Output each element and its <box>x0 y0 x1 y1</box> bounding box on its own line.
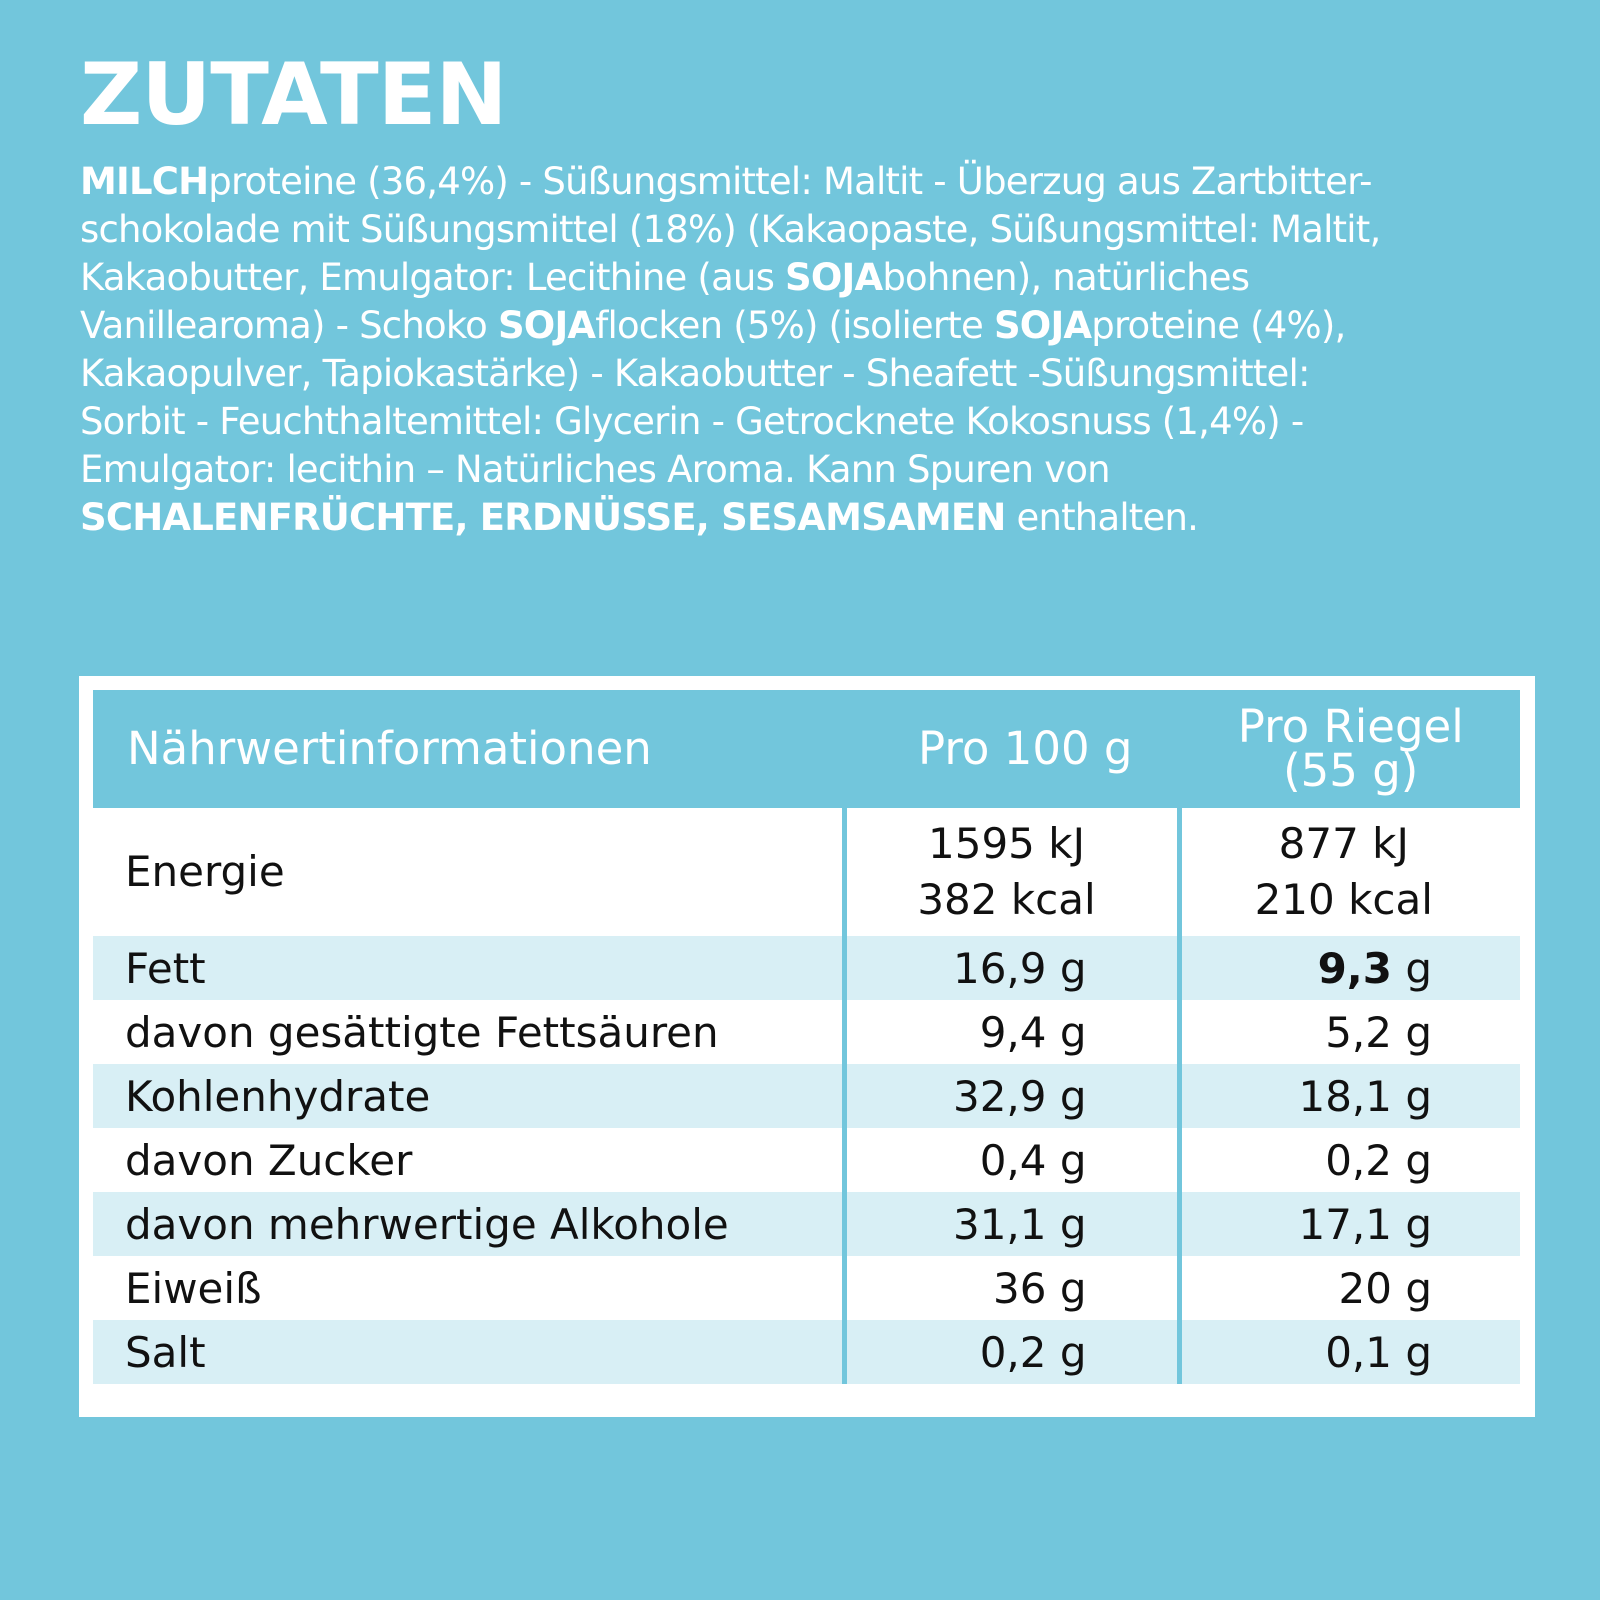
ingredients-segment: Kakaopulver, Tapiokastärke) - Kakaobutter - Sheafett -Süßungsmittel: <box>80 352 1310 395</box>
value-per-bar <box>1179 808 1520 936</box>
value-per-bar: 5,2 g <box>1179 1000 1520 1064</box>
nutrition-row-eiweiss <box>93 1256 1520 1320</box>
ingredients-segment: Vanillearoma) - Schoko <box>80 304 498 347</box>
value-per-bar: 18,1 g <box>1179 1064 1520 1128</box>
ingredients-segment: Emulgator: lecithin – Natürliches Aroma. Kann Spuren von <box>80 448 1110 491</box>
nutrient-label: davon mehrwertige Alkohole <box>93 1192 844 1256</box>
ingredients-segment: bohnen), natürliches <box>882 256 1250 299</box>
value-per-100g <box>844 808 1179 936</box>
nutrition-row-energie <box>93 808 1520 936</box>
ingredients-line <box>80 302 1540 350</box>
ingredients-segment: Sorbit - Feuchthaltemittel: Glycerin - Getrocknete Kokosnuss (1,4%) - <box>80 400 1304 443</box>
nutrient-label: Salt <box>93 1320 844 1384</box>
ingredients-segment: proteine (36,4%) - Süßungsmittel: Maltit - Überzug aus Zartbitter- <box>208 160 1372 203</box>
value-per-bar: 0,2 g <box>1179 1128 1520 1192</box>
nutrition-header-row <box>93 690 1520 808</box>
header-nutrition-info: Nährwertinformationen <box>93 690 844 808</box>
value-per-bar: 0,1 g <box>1179 1320 1520 1384</box>
nutrient-label: davon Zucker <box>125 1135 413 1185</box>
header-per-bar <box>1179 690 1520 808</box>
value-per-100g: 31,1 g <box>844 1192 1179 1256</box>
ingredients-segment: Kakaobutter, Emulgator: Lecithine (aus <box>80 256 786 299</box>
value-per-bar <box>1179 936 1520 1000</box>
energy-kcal: 382 kcal <box>917 875 1096 924</box>
value-per-100g: 0,2 g <box>844 1320 1179 1384</box>
value-per-bar: 20 g <box>1179 1256 1520 1320</box>
ingredients-line <box>80 446 1540 494</box>
allergen-highlight: SCHALENFRÜCHTE, ERDNÜSSE, SESAMSAMEN <box>80 496 1006 539</box>
value-per-100g: 16,9 g <box>844 936 1179 1000</box>
nutrient-label: davon gesättigte Fettsäuren <box>125 1007 719 1057</box>
allergen-highlight: SOJA <box>497 304 596 347</box>
value-unit: g <box>1391 943 1432 993</box>
nutrition-row-fett <box>93 936 1520 1000</box>
value-per-100g: 36 g <box>844 1256 1179 1320</box>
energy-kj: 1595 kJ <box>928 819 1085 868</box>
nutrition-row-salt <box>93 1320 1520 1384</box>
ingredients-heading: ZUTATEN <box>80 45 507 145</box>
allergen-highlight: MILCH <box>80 160 209 203</box>
value-number: 9,3 <box>1317 943 1392 993</box>
value-per-100g: 32,9 g <box>844 1064 1179 1128</box>
value-per-100g: 9,4 g <box>844 1000 1179 1064</box>
ingredients-line <box>80 398 1540 446</box>
nutrition-row-saturated-fat <box>93 1000 1520 1064</box>
nutrient-label: Energie <box>125 847 285 896</box>
ingredients-segment: enthalten. <box>1005 496 1199 539</box>
ingredients-text <box>80 158 1540 542</box>
nutrition-card <box>79 676 1535 1417</box>
header-per-bar-line1: Pro Riegel <box>1237 700 1464 753</box>
ingredients-line <box>80 494 1540 542</box>
ingredients-line <box>80 350 1540 398</box>
ingredients-segment: schokolade mit Süßungsmittel (18%) (Kakaopaste, Süßungsmittel: Maltit, <box>80 208 1381 251</box>
nutrition-row-kohlenhydrate <box>93 1064 1520 1128</box>
ingredients-segment: flocken (5%) (isolierte <box>595 304 994 347</box>
nutrition-row-polyols <box>93 1192 1520 1256</box>
nutrition-table <box>93 690 1520 1384</box>
nutrient-label: Eiweiß <box>125 1263 262 1313</box>
ingredients-line <box>80 158 1540 206</box>
ingredients-segment: proteine (4%), <box>1091 304 1346 347</box>
header-per-bar-line2: (55 g) <box>1283 744 1419 797</box>
value-per-100g: 0,4 g <box>844 1128 1179 1192</box>
header-per-100g: Pro 100 g <box>844 690 1179 808</box>
nutrient-label: Fett <box>93 936 844 1000</box>
energy-kcal: 210 kcal <box>1254 875 1433 924</box>
allergen-highlight: SOJA <box>785 256 883 299</box>
value-per-bar: 17,1 g <box>1179 1192 1520 1256</box>
energy-kj: 877 kJ <box>1278 819 1409 868</box>
ingredients-line <box>80 206 1540 254</box>
ingredients-line <box>80 254 1540 302</box>
nutrition-row-zucker <box>93 1128 1520 1192</box>
allergen-highlight: SOJA <box>993 304 1092 347</box>
nutrient-label: Kohlenhydrate <box>93 1064 844 1128</box>
